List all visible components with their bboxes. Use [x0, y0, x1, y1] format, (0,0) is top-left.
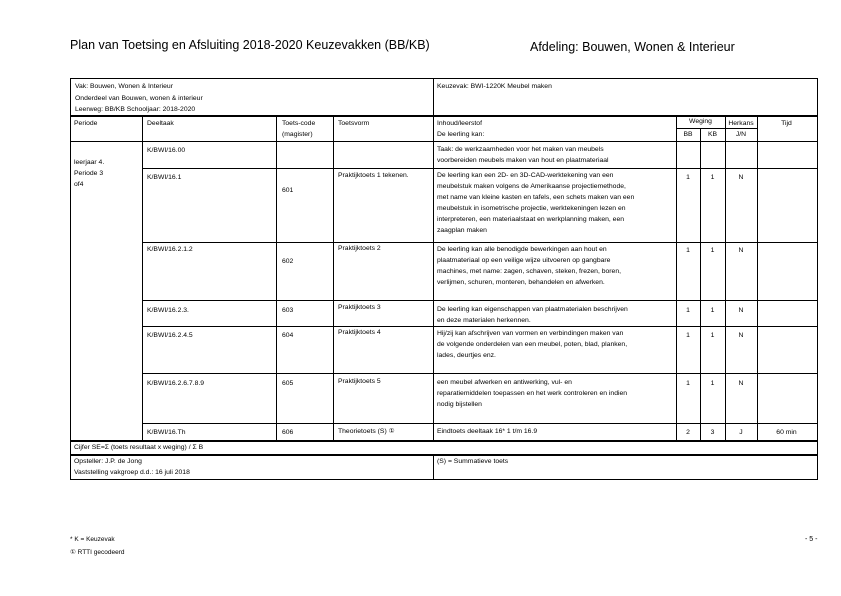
- weging-bb: 1: [686, 247, 690, 254]
- weging-bb: 1: [686, 174, 690, 181]
- periode-line: leerjaar 4.: [74, 159, 105, 166]
- col-tijd: Tijd: [781, 120, 792, 127]
- inhoud-line: meubelstuk in isometrische projectie, werktekeningen lezen en: [437, 205, 626, 212]
- deeltaak-code: K/BWI/16.1: [147, 174, 182, 181]
- inhoud-line: machines, met name: zagen, schaven, steken, frezen, boren,: [437, 268, 621, 275]
- inhoud-line: nodig bijstellen: [437, 401, 482, 408]
- inhoud-line: een meubel afwerken en antiwerking, vul- en: [437, 379, 572, 386]
- summatief-label: (S) = Summatieve toets: [437, 458, 509, 465]
- inhoud-line: de volgende onderdelen van een meubel, poten, blad, planken,: [437, 341, 628, 348]
- department-title: Afdeling: Bouwen, Wonen & Interieur: [530, 40, 735, 54]
- col-periode: Periode: [74, 120, 98, 127]
- toets-code: 602: [282, 258, 294, 265]
- inhoud-line: lades, deurtjes enz.: [437, 352, 496, 359]
- weging-bb: 1: [686, 380, 690, 387]
- deeltaak-code: K/BWI/16.2.6.7.8.9: [147, 380, 205, 387]
- taak-line: Taak: de werkzaamheden voor het maken van meubels: [437, 146, 604, 153]
- inhoud-line: Eindtoets deeltaak 16* 1 t/m 16.9: [437, 428, 538, 435]
- weging-kb: 1: [710, 332, 715, 339]
- info-box: [70, 78, 818, 117]
- opsteller-box: [70, 455, 818, 480]
- herkans-value: N: [738, 307, 744, 314]
- col-bb: BB: [683, 131, 693, 138]
- col-toetscode: Toets-code: [282, 120, 316, 127]
- toetsvorm: Praktijktoets 5: [338, 378, 381, 385]
- col-herkans: Herkans: [728, 120, 754, 127]
- toetsvorm: Praktijktoets 1 tekenen.: [338, 172, 409, 179]
- periode-line: of4: [74, 181, 84, 188]
- inhoud-line: verlijmen, schuren, monteren, behandelen en afwerken.: [437, 279, 605, 286]
- deeltaak-code: K/BWI/16.2.1.2: [147, 246, 193, 253]
- cijfer-box: [70, 441, 818, 455]
- inhoud-line: meubelstuk maken volgens de Amerikaanse projectiemethode,: [437, 183, 626, 190]
- weging-kb: 1: [710, 307, 715, 314]
- leerweg-label: Leerweg: BB/KB Schooljaar: 2018-2020: [75, 106, 196, 113]
- inhoud-line: en deze materialen herkennen.: [437, 317, 531, 324]
- opsteller-label: Opsteller: J.P. de Jong: [74, 458, 142, 465]
- col-toetsvorm: Toetsvorm: [338, 120, 370, 127]
- inhoud-line: plaatmateriaal op een veilige wijze uitvoeren op gangbare: [437, 257, 611, 264]
- toetsvorm: Praktijktoets 3: [338, 304, 381, 311]
- herkans-value: N: [738, 174, 744, 181]
- weging-kb: 1: [710, 380, 715, 387]
- taak-line: voorbereiden meubels maken van hout en plaatmateriaal: [437, 157, 609, 164]
- herkans-value: N: [738, 332, 744, 339]
- inhoud-line: De leerling kan alle benodigde bewerkingen aan hout en: [437, 246, 607, 253]
- toets-code: 604: [282, 332, 294, 339]
- document-title: Plan van Toetsing en Afsluiting 2018-2020 Keuzevakken (BB/KB): [70, 38, 430, 52]
- tijd-value: 60 min: [776, 429, 797, 436]
- toets-code: 601: [282, 187, 294, 194]
- footnote-keuzevak: * K = Keuzevak: [70, 536, 115, 543]
- toetsvorm: Praktijktoets 4: [338, 329, 381, 336]
- inhoud-line: De leerling kan eigenschappen van plaatmaterialen beschrijven: [437, 306, 628, 313]
- col-weging: Weging: [689, 118, 712, 125]
- col-jn: J/N: [735, 131, 747, 138]
- footnote-rtti: ① RTTI gecodeerd: [70, 549, 125, 556]
- toets-code: 603: [282, 307, 294, 314]
- deeltaak-code: K/BWI/16.2.3.: [147, 307, 189, 314]
- keuzevak-label: Keuzevak: BWI-1220K Meubel maken: [437, 83, 552, 90]
- toetsvorm: Praktijktoets 2: [338, 245, 381, 252]
- periode-line: Periode 3: [74, 170, 104, 177]
- weging-kb: 1: [710, 174, 715, 181]
- weging-kb: 1: [710, 247, 715, 254]
- col-magister: (magister): [282, 131, 313, 138]
- weging-bb: 1: [686, 332, 690, 339]
- weging-kb: 3: [710, 429, 715, 436]
- taak-code: K/BWI/16.00: [147, 147, 186, 154]
- toets-code: 606: [282, 429, 294, 436]
- cijfer-formula: Cijfer SE=Σ (toets resultaat x weging) / Σ B: [74, 444, 204, 451]
- onderdeel-label: Onderdeel van Bouwen, wonen & interieur: [75, 95, 203, 102]
- herkans-value: J: [739, 429, 743, 436]
- inhoud-line: De leerling kan een 2D- en 3D-CAD-werktekening van een: [437, 172, 614, 179]
- deeltaak-code: K/BWI/16.Th: [147, 429, 186, 436]
- vaststelling-label: Vaststelling vakgroep d.d.: 16 juli 2018: [74, 469, 190, 476]
- toets-code: 605: [282, 380, 294, 387]
- herkans-value: N: [738, 247, 744, 254]
- deeltaak-code: K/BWI/16.2.4.5: [147, 332, 193, 339]
- toetsvorm: Theorietoets (S) ①: [338, 428, 395, 435]
- page-number: - 5 -: [805, 536, 818, 543]
- inhoud-line: met name van kleine kasten en tafels, een schets maken van een: [437, 194, 635, 201]
- herkans-value: N: [738, 380, 744, 387]
- col-deeltaak: Deeltaak: [147, 120, 174, 127]
- vak-label: Vak: Bouwen, Wonen & Interieur: [75, 83, 173, 90]
- inhoud-line: Hij/zij kan afschrijven van vormen en verbindingen maken van: [437, 330, 624, 337]
- weging-bb: 2: [686, 429, 690, 436]
- inhoud-line: reparatiemiddelen toepassen en het werk controleren en indien: [437, 390, 628, 397]
- col-inhoud: Inhoud/leerstof: [437, 120, 482, 127]
- inhoud-line: zaagplan maken: [437, 227, 487, 234]
- inhoud-line: interpreteren, een materiaalstaat en werkplanning maken, een: [437, 216, 625, 223]
- col-kb: KB: [707, 131, 718, 138]
- col-leerling-kan: De leerling kan:: [437, 131, 485, 138]
- weging-bb: 1: [686, 307, 690, 314]
